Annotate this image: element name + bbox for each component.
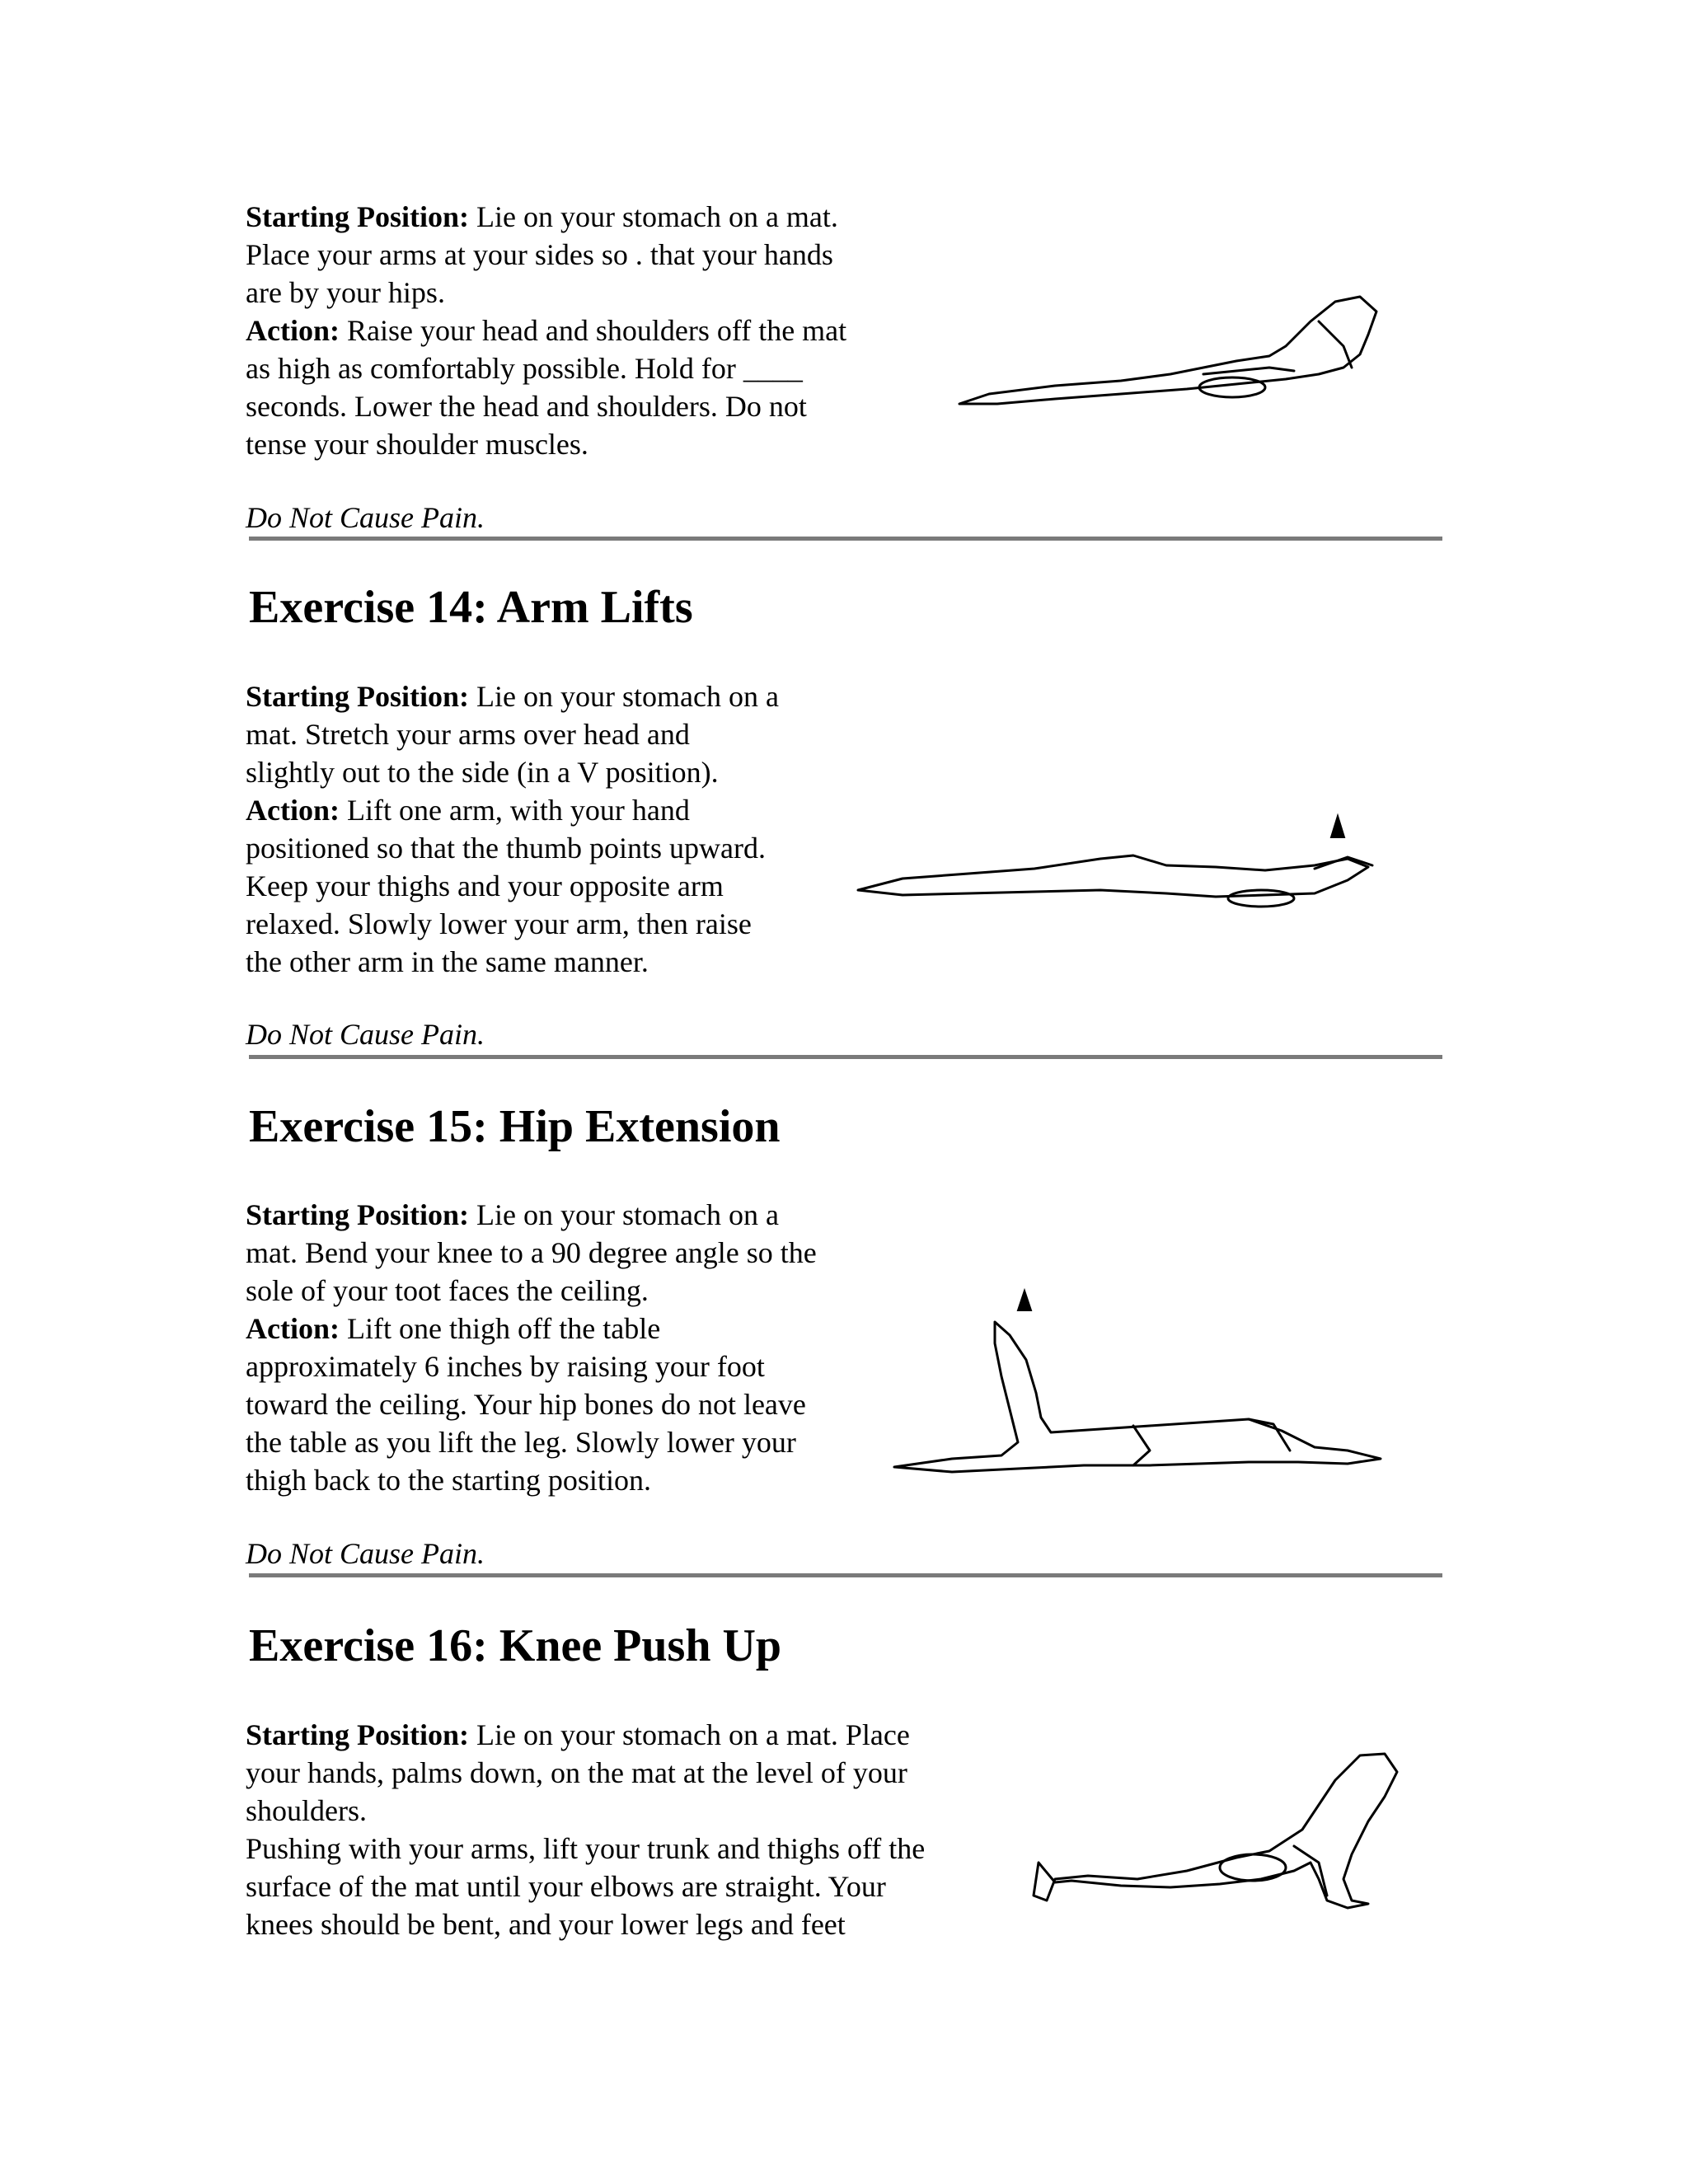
exercise-15-instructions [246, 1196, 921, 1499]
starting-position-label: Starting Position: [246, 200, 470, 233]
starting-position-label: Starting Position: [246, 1718, 470, 1751]
section-divider [249, 1573, 1442, 1577]
caution-note: Do Not Cause Pain. [246, 1537, 485, 1570]
section-divider [249, 537, 1442, 541]
section-divider [249, 1055, 1442, 1059]
action-label: Action: [246, 794, 340, 827]
starting-position-label: Starting Position: [246, 680, 470, 713]
starting-position-text: Lie on your stomach on a mat. Place your arms at your sides so . that your hands are by your hips. [246, 200, 838, 309]
exercise-15-heading: Exercise 15: Hip Extension [249, 1101, 781, 1152]
action-text: Lift one arm, with your hand positioned so that the thumb points upward. Keep your thighs and your opposite arm relaxed. Slowly lower your arm, then raise the other arm in the same manner. [246, 794, 766, 978]
caution-note: Do Not Cause Pain. [246, 501, 485, 534]
action-text: Raise your head and shoulders off the mat as high as comfortably possible. Hold for ____ seconds. Lower the head and shoulders. Do not tense your shoulder muscles. [246, 314, 847, 461]
exercise-13-instructions [246, 198, 954, 463]
exercise-14-heading: Exercise 14: Arm Lifts [249, 582, 693, 633]
head-shoulder-lift-illustration [956, 288, 1385, 420]
exercise-16-instructions [246, 1716, 1029, 1943]
starting-position-text: Lie on your stomach on a mat. Bend your knee to a 90 degree angle so the sole of your toot faces the ceiling. [246, 1198, 817, 1307]
exercise-16-heading: Exercise 16: Knee Push Up [249, 1620, 782, 1671]
starting-position-label: Starting Position: [246, 1198, 470, 1231]
arm-lift-illustration [853, 808, 1381, 923]
action-label: Action: [246, 314, 340, 347]
action-label: Action: [246, 1312, 340, 1345]
starting-position-text: Lie on your stomach on a mat. Place your hands, palms down, on the mat at the level of your shoulders. Pushing with your arms, lift your trunk and thighs off the surface of the mat until your elbows are straight. Your knees should be bent, and your lower legs and feet [246, 1718, 926, 1941]
hip-extension-illustration [886, 1286, 1397, 1483]
action-text: Lift one thigh off the table approximately 6 inches by raising your foot toward the ceiling. Your hip bones do not leave the table as you lift the leg. Slowly lower your thigh back to the starting position. [246, 1312, 806, 1497]
knee-push-up-illustration [1022, 1739, 1401, 1920]
starting-position-text: Lie on your stomach on a mat. Stretch your arms over head and slightly out to the side (in a V position). [246, 680, 779, 789]
exercise-14-instructions [246, 677, 889, 981]
caution-note: Do Not Cause Pain. [246, 1018, 485, 1051]
